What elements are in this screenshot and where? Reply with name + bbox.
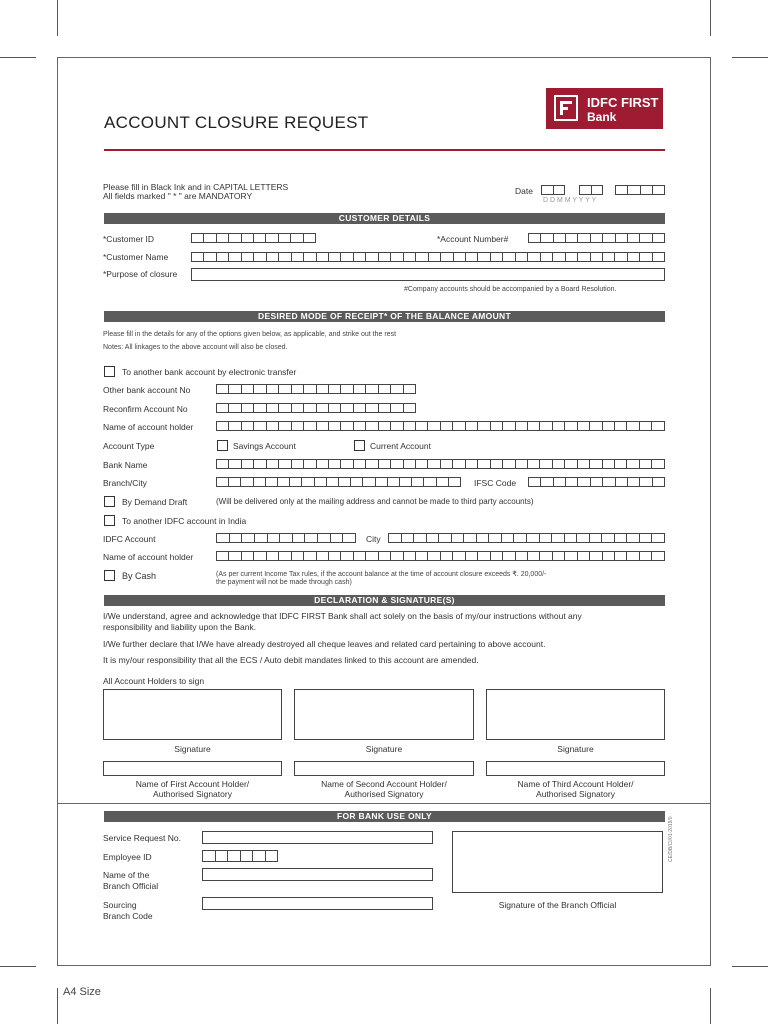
branch-official-label-line1: Name of the [103,870,150,880]
bank-name-field[interactable] [216,459,665,469]
crop-mark [732,966,768,967]
account-holder-field[interactable] [216,421,665,431]
date-day-field[interactable] [541,185,565,195]
bank-logo [546,88,663,129]
electronic-transfer-label: To another bank account by electronic transfer [122,367,297,377]
account-holder2-field[interactable] [216,551,665,561]
customer-id-label: *Customer ID [103,234,155,244]
declaration-p1-line1: I/We understand, agree and acknowledge that IDFC FIRST Bank shall act solely on the basis of my/our instructions without any [103,611,582,621]
section-customer-details: CUSTOMER DETAILS [104,213,665,224]
branch-official-signature-box[interactable] [452,831,663,893]
bank-use-divider [57,803,711,804]
date-label: Date [515,186,533,196]
bank-name-label: Bank Name [103,460,148,470]
third-holder-auth-label: Authorised Signatory [536,789,615,799]
crop-mark [57,0,58,36]
idfc-account-field[interactable] [216,533,356,543]
purpose-label: *Purpose of closure [103,269,178,279]
crop-mark [57,988,58,1024]
signature-label-second: Signature [365,744,403,754]
second-holder-auth-label: Authorised Signatory [344,789,424,799]
logo-text-line1: IDFC FIRST [587,95,659,110]
signature-box-third[interactable] [486,689,665,740]
customer-id-field[interactable] [191,233,316,243]
account-holder-label: Name of account holder [103,422,194,432]
employee-id-field[interactable] [202,850,278,862]
branch-city-label: Branch/City [103,478,147,488]
idfc-india-checkbox[interactable] [104,515,115,526]
date-format-hint: D D M M Y Y Y Y [543,197,597,204]
date-month-field[interactable] [579,185,603,195]
crop-mark [710,988,711,1024]
receipt-note1: Please fill in the details for any of the options given below, as applicable, and strike out the rest [103,331,397,338]
cash-checkbox[interactable] [104,570,115,581]
signature-label-first: Signature [174,744,211,754]
service-request-field[interactable] [202,831,433,844]
second-holder-label: Name of Second Account Holder/ [321,779,447,789]
city-label: City [366,534,381,544]
crop-mark [0,966,36,967]
declaration-p2: I/We further declare that I/We have already destroyed all cheque leaves and related card pertaining to above account. [103,639,546,649]
service-request-label: Service Request No. [103,833,181,843]
demand-draft-note: (Will be delivered only at the mailing address and cannot be made to third party accounts) [216,497,534,506]
demand-draft-checkbox[interactable] [104,496,115,507]
section-bank-use: FOR BANK USE ONLY [104,811,665,822]
cash-label: By Cash [122,571,157,581]
other-account-field[interactable] [216,384,416,394]
cash-note-line2: the payment will not be made through cash) [216,579,352,586]
name-field-third[interactable] [486,761,665,776]
declaration-p1-line2: responsibility and liability upon the Bank. [103,622,257,632]
first-holder-auth-label: Authorised Signatory [153,789,232,799]
ifsc-field[interactable] [528,477,665,487]
signature-box-first[interactable] [103,689,282,740]
branch-city-field[interactable] [216,477,461,487]
employee-id-label: Employee ID [103,852,152,862]
title-divider [104,149,665,151]
branch-official-label-line2: Branch Official [103,881,159,891]
board-resolution-note: #Company accounts should be accompanied by a Board Resolution. [404,286,617,293]
section-receipt-mode: DESIRED MODE OF RECEIPT* OF THE BALANCE AMOUNT [104,311,665,322]
signature-label-third: Signature [557,744,594,754]
form-code: CE/DB/CI/01-2019/0 [668,816,674,862]
name-field-first[interactable] [103,761,282,776]
current-account-checkbox[interactable] [354,440,365,451]
current-account-label: Current Account [370,441,431,451]
other-account-label: Other bank account No [103,385,191,395]
account-number-field[interactable] [528,233,665,243]
crop-mark [710,0,711,36]
sourcing-branch-field[interactable] [202,897,433,910]
branch-official-field[interactable] [202,868,433,881]
reconfirm-account-label: Reconfirm Account No [103,404,188,414]
city-field[interactable] [388,533,665,543]
paper-size-label: A4 Size [63,986,101,998]
bank-logo-icon [554,95,578,121]
logo-text-line2: Bank [587,110,617,124]
signature-box-second[interactable] [294,689,474,740]
page-title: ACCOUNT CLOSURE REQUEST [104,113,369,132]
sourcing-branch-label-line1: Sourcing [103,900,137,910]
first-holder-label: Name of First Account Holder/ [135,779,250,789]
purpose-field[interactable] [191,268,665,281]
branch-official-signature-label: Signature of the Branch Official [498,900,617,910]
demand-draft-label: By Demand Draft [122,497,188,507]
electronic-transfer-checkbox[interactable] [104,366,115,377]
section-declaration: DECLARATION & SIGNATURE(S) [104,595,665,606]
crop-mark [732,57,768,58]
date-year-field[interactable] [615,185,665,195]
instruction-line2: All fields marked " * " are MANDATORY [103,191,253,201]
account-holder2-label: Name of account holder [103,552,194,562]
all-holders-sign-label: All Account Holders to sign [103,676,205,686]
instruction-line1: Please fill in Black Ink and in CAPITAL LETTERS [103,182,289,192]
idfc-india-label: To another IDFC account in India [122,516,247,526]
cash-note-line1: (As per current Income Tax rules, if the account balance at the time of account closure exceeds ₹. 20,000/- [216,571,547,578]
account-number-label: *Account Number# [437,234,509,244]
savings-account-label: Savings Account [233,441,296,451]
customer-name-field[interactable] [191,252,665,262]
ifsc-label: IFSC Code [474,478,517,488]
receipt-note2: Notes: All linkages to the above account will also be closed. [103,344,288,351]
customer-name-label: *Customer Name [103,252,169,262]
sourcing-branch-label-line2: Branch Code [103,911,153,921]
crop-mark [0,57,36,58]
savings-account-checkbox[interactable] [217,440,228,451]
reconfirm-account-field[interactable] [216,403,416,413]
idfc-account-label: IDFC Account [103,534,156,544]
account-type-label: Account Type [103,441,155,451]
declaration-p3: It is my/our responsibility that all the ECS / Auto debit mandates linked to this account are amended. [103,655,479,665]
name-field-second[interactable] [294,761,474,776]
third-holder-label: Name of Third Account Holder/ [517,779,634,789]
